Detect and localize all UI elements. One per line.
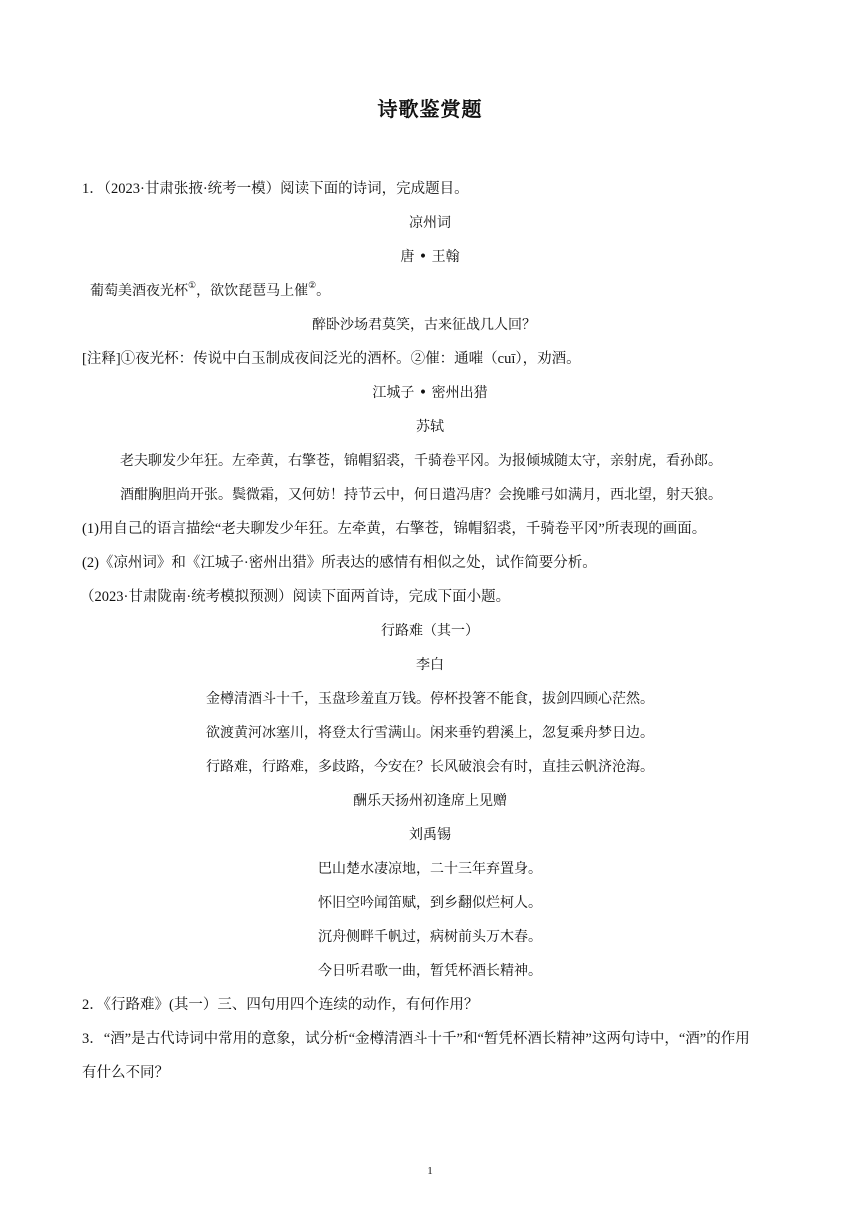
poem-line-1-part-b: ，欲饮琵琶马上催	[196, 283, 309, 299]
poem-paragraph-1: 老夫聊发少年狂。左牵黄，右擎苍，锦帽貂裘，千骑卷平冈。为报倾城随太守，亲射虎，看孙郎。	[120, 453, 722, 469]
poem-author-libai: 李白	[416, 657, 444, 673]
page-number: 1	[427, 1165, 433, 1177]
question-3-line-2: 有什么不同？	[82, 1065, 169, 1081]
question-1-intro: 1．（2023·甘肃张掖·统考一模）阅读下面的诗词，完成题目。	[82, 181, 469, 197]
poem-line: 行路难，行路难，多歧路，今安在？长风破浪会有时，直挂云帆济沧海。	[206, 759, 654, 775]
poem-line-1	[90, 281, 330, 301]
poem-line: 沉舟侧畔千帆过，病树前头万木春。	[318, 929, 542, 945]
question-3-line-1: 3．“酒”是古代诗词中常用的意象，试分析“金樽清酒斗十千”和“暂凭杯酒长精神”这两句诗中，“酒”的作用	[82, 1031, 750, 1047]
poem-title-choulotian: 酬乐天扬州初逢席上见赠	[353, 793, 507, 809]
poem-line: 巴山楚水凄凉地，二十三年弃置身。	[318, 861, 542, 877]
footnote-mark-1: ①	[188, 281, 197, 292]
poem-line-1-part-c: 。	[316, 283, 331, 299]
sub-question-1: (1)用自己的语言描绘“老夫聊发少年狂。左牵黄，右擎苍，锦帽貂裘，千骑卷平冈”所表现的画面。	[82, 521, 707, 537]
footnote-mark-2: ②	[308, 281, 317, 292]
poem-title-jiangchengzi: 江城子 • 密州出猎	[372, 385, 488, 401]
question-2: 2．《行路难》(其一）三、四句用四个连续的动作，有何作用？	[82, 997, 479, 1013]
poem-author-liuyuxi: 刘禹锡	[409, 827, 451, 843]
sub-question-2: (2)《凉州词》和《江城子·密州出猎》所表达的感情有相似之处，试作简要分析。	[82, 555, 597, 571]
poem-line-1-part-a: 葡萄美酒夜光杯	[90, 283, 188, 299]
group-2-intro: （2023·甘肃陇南·统考模拟预测）阅读下面两首诗，完成下面小题。	[80, 589, 511, 605]
poem-author-sushi: 苏轼	[416, 419, 444, 435]
poem-paragraph-2: 酒酣胸胆尚开张。鬓微霜，又何妨！持节云中，何日遣冯唐？会挽雕弓如满月，西北望，射天狼。	[120, 487, 722, 503]
poem-line: 今日听君歌一曲，暂凭杯酒长精神。	[318, 963, 542, 979]
poem-line: 金樽清酒斗十千，玉盘珍羞直万钱。停杯投箸不能食，拔剑四顾心茫然。	[206, 691, 654, 707]
poem-author-wanghan: 唐 • 王翰	[400, 249, 460, 265]
poem-line-2: 醉卧沙场君莫笑，古来征战几人回？	[312, 317, 536, 333]
annotation: [注释]①夜光杯：传说中白玉制成夜间泛光的酒杯。②催：通嗺（cuī），劝酒。	[82, 351, 581, 367]
poem-title-xinglunan: 行路难（其一）	[381, 623, 479, 639]
poem-line: 欲渡黄河冰塞川，将登太行雪满山。闲来垂钓碧溪上，忽复乘舟梦日边。	[206, 725, 654, 741]
page-title: 诗歌鉴赏题	[377, 97, 483, 121]
poem-line: 怀旧空吟闻笛赋，到乡翻似烂柯人。	[318, 895, 542, 911]
poem-title-liangzhouci: 凉州词	[409, 215, 451, 231]
